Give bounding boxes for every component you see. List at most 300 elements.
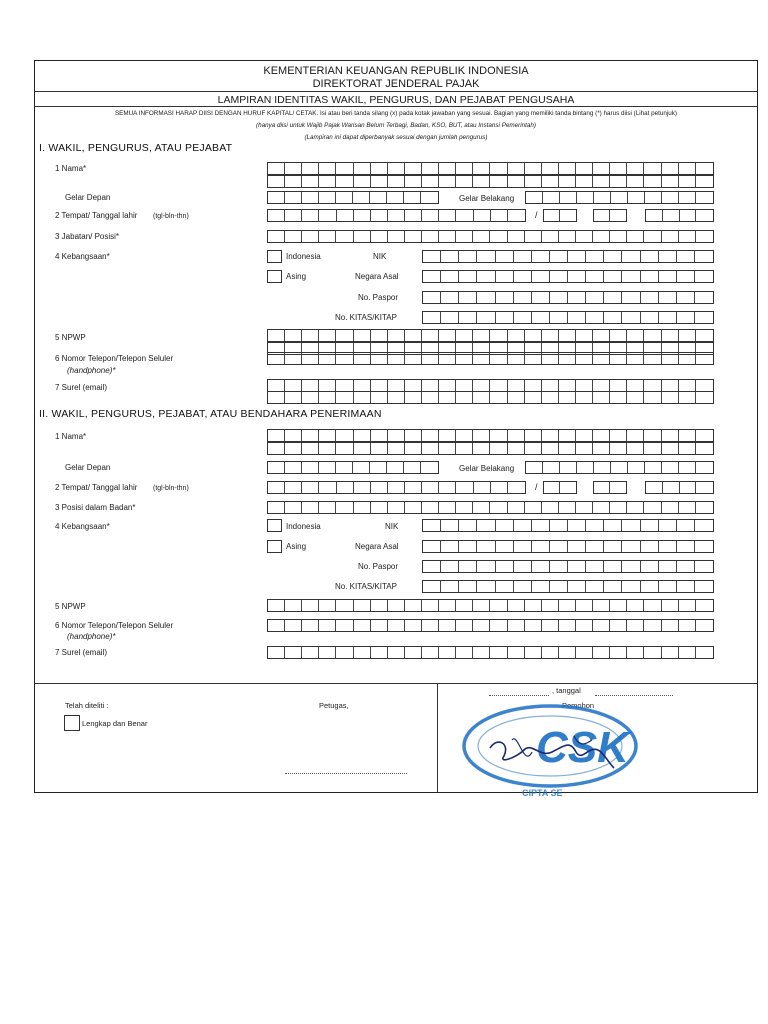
char-cell[interactable] [641,251,659,262]
char-cell[interactable] [441,292,459,303]
char-cell[interactable] [302,192,319,203]
char-cell[interactable] [604,292,622,303]
char-cell[interactable] [422,620,439,631]
char-cell[interactable] [644,647,661,658]
char-cell[interactable] [696,176,713,187]
char-cell[interactable] [490,443,507,454]
char-cell[interactable] [477,520,495,531]
char-cell[interactable] [532,292,550,303]
nama-field-row-1[interactable] [267,162,714,175]
char-cell[interactable] [662,430,679,441]
char-cell[interactable] [662,231,679,242]
char-cell[interactable] [586,271,604,282]
char-cell[interactable] [559,647,576,658]
char-cell[interactable] [696,353,713,364]
char-cell[interactable] [662,163,679,174]
char-cell[interactable] [423,520,441,531]
char-cell[interactable] [302,231,319,242]
tanggal-lahir-year[interactable] [645,209,714,222]
char-cell[interactable] [696,620,713,631]
char-cell[interactable] [610,330,627,341]
char-cell[interactable] [496,251,514,262]
char-cell[interactable] [525,600,542,611]
char-cell[interactable] [285,353,302,364]
char-cell[interactable] [662,443,679,454]
char-cell[interactable] [550,251,568,262]
char-cell[interactable] [627,430,644,441]
char-cell[interactable] [604,541,622,552]
char-cell[interactable] [532,561,550,572]
char-cell[interactable] [459,271,477,282]
char-cell[interactable] [525,502,542,513]
char-cell[interactable] [319,462,336,473]
char-cell[interactable] [577,192,594,203]
char-cell[interactable] [679,620,696,631]
char-cell[interactable] [459,312,477,323]
char-cell[interactable] [576,647,593,658]
char-cell[interactable] [559,620,576,631]
char-cell[interactable] [354,163,371,174]
char-cell[interactable] [576,163,593,174]
char-cell[interactable] [477,561,495,572]
char-cell[interactable] [662,192,679,203]
char-cell[interactable] [627,231,644,242]
char-cell[interactable] [422,330,439,341]
char-cell[interactable] [336,231,353,242]
char-cell[interactable] [659,271,677,282]
char-cell[interactable] [627,353,644,364]
char-cell[interactable] [610,392,627,403]
char-cell[interactable] [490,430,507,441]
checkbox-asing[interactable] [267,270,282,283]
char-cell[interactable] [319,380,336,391]
char-cell[interactable] [354,443,371,454]
char-cell[interactable] [405,443,422,454]
char-cell[interactable] [474,482,491,493]
char-cell[interactable] [514,292,532,303]
char-cell[interactable] [646,482,663,493]
char-cell[interactable] [422,600,439,611]
char-cell[interactable] [371,176,388,187]
char-cell[interactable] [423,251,441,262]
char-cell[interactable] [439,392,456,403]
checkbox-indonesia-2[interactable] [267,519,282,532]
char-cell[interactable] [319,330,336,341]
char-cell[interactable] [439,620,456,631]
char-cell[interactable] [371,443,388,454]
char-cell[interactable] [354,482,371,493]
nama-field-row-2[interactable] [267,175,714,188]
tempat-lahir-field[interactable] [267,209,526,222]
char-cell[interactable] [456,600,473,611]
char-cell[interactable] [550,561,568,572]
char-cell[interactable] [354,380,371,391]
char-cell[interactable] [336,163,353,174]
char-cell[interactable] [542,380,559,391]
char-cell[interactable] [659,581,677,592]
char-cell[interactable] [302,482,319,493]
char-cell[interactable] [586,292,604,303]
char-cell[interactable] [319,430,336,441]
char-cell[interactable] [641,520,659,531]
char-cell[interactable] [627,392,644,403]
char-cell[interactable] [662,176,679,187]
char-cell[interactable] [508,380,525,391]
char-cell[interactable] [421,192,438,203]
char-cell[interactable] [441,271,459,282]
char-cell[interactable] [542,620,559,631]
char-cell[interactable] [354,330,371,341]
char-cell[interactable] [336,600,353,611]
char-cell[interactable] [354,502,371,513]
char-cell[interactable] [695,561,713,572]
char-cell[interactable] [439,330,456,341]
char-cell[interactable] [576,600,593,611]
char-cell[interactable] [268,353,285,364]
char-cell[interactable] [586,312,604,323]
char-cell[interactable] [388,600,405,611]
char-cell[interactable] [388,443,405,454]
char-cell[interactable] [302,462,319,473]
char-cell[interactable] [542,647,559,658]
char-cell[interactable] [405,647,422,658]
gelar-belakang-field-2[interactable] [525,461,714,474]
char-cell[interactable] [302,210,319,221]
char-cell[interactable] [568,251,586,262]
char-cell[interactable] [388,231,405,242]
char-cell[interactable] [542,231,559,242]
char-cell[interactable] [593,380,610,391]
char-cell[interactable] [490,163,507,174]
char-cell[interactable] [627,163,644,174]
char-cell[interactable] [508,163,525,174]
checkbox-asing-2[interactable] [267,540,282,553]
char-cell[interactable] [593,430,610,441]
char-cell[interactable] [371,600,388,611]
char-cell[interactable] [490,380,507,391]
char-cell[interactable] [441,251,459,262]
char-cell[interactable] [456,430,473,441]
char-cell[interactable] [268,330,285,341]
char-cell[interactable] [353,192,370,203]
checkbox-lengkap[interactable] [64,715,80,731]
char-cell[interactable] [319,620,336,631]
nama-field-2-row-2[interactable] [267,442,714,455]
char-cell[interactable] [677,561,695,572]
char-cell[interactable] [576,176,593,187]
char-cell[interactable] [628,462,645,473]
char-cell[interactable] [370,462,387,473]
surel-field-2[interactable] [267,646,714,659]
char-cell[interactable] [645,192,662,203]
char-cell[interactable] [695,271,713,282]
char-cell[interactable] [336,443,353,454]
char-cell[interactable] [423,561,441,572]
char-cell[interactable] [576,353,593,364]
char-cell[interactable] [559,502,576,513]
char-cell[interactable] [319,353,336,364]
char-cell[interactable] [496,581,514,592]
char-cell[interactable] [568,581,586,592]
char-cell[interactable] [622,292,640,303]
char-cell[interactable] [354,600,371,611]
gelar-depan-field[interactable] [267,191,439,204]
char-cell[interactable] [696,462,713,473]
char-cell[interactable] [593,620,610,631]
char-cell[interactable] [610,353,627,364]
char-cell[interactable] [622,581,640,592]
char-cell[interactable] [576,330,593,341]
posisi-field[interactable] [267,501,714,514]
char-cell[interactable] [560,482,576,493]
char-cell[interactable] [405,502,422,513]
char-cell[interactable] [422,482,439,493]
char-cell[interactable] [354,231,371,242]
char-cell[interactable] [577,462,594,473]
char-cell[interactable] [477,541,495,552]
char-cell[interactable] [644,380,661,391]
char-cell[interactable] [542,176,559,187]
char-cell[interactable] [659,312,677,323]
char-cell[interactable] [594,192,611,203]
char-cell[interactable] [568,541,586,552]
char-cell[interactable] [593,600,610,611]
char-cell[interactable] [371,647,388,658]
char-cell[interactable] [525,380,542,391]
char-cell[interactable] [405,353,422,364]
char-cell[interactable] [319,231,336,242]
char-cell[interactable] [627,620,644,631]
char-cell[interactable] [514,312,532,323]
char-cell[interactable] [622,312,640,323]
char-cell[interactable] [543,192,560,203]
char-cell[interactable] [371,163,388,174]
char-cell[interactable] [559,330,576,341]
char-cell[interactable] [268,210,285,221]
char-cell[interactable] [532,541,550,552]
char-cell[interactable] [641,271,659,282]
char-cell[interactable] [627,443,644,454]
char-cell[interactable] [336,380,353,391]
char-cell[interactable] [695,541,713,552]
char-cell[interactable] [404,192,421,203]
char-cell[interactable] [405,163,422,174]
char-cell[interactable] [285,502,302,513]
char-cell[interactable] [441,561,459,572]
char-cell[interactable] [645,462,662,473]
char-cell[interactable] [268,192,285,203]
char-cell[interactable] [525,430,542,441]
char-cell[interactable] [604,581,622,592]
char-cell[interactable] [439,353,456,364]
char-cell[interactable] [473,430,490,441]
char-cell[interactable] [593,647,610,658]
char-cell[interactable] [354,430,371,441]
char-cell[interactable] [490,392,507,403]
char-cell[interactable] [302,176,319,187]
char-cell[interactable] [477,581,495,592]
char-cell[interactable] [593,330,610,341]
char-cell[interactable] [459,541,477,552]
char-cell[interactable] [532,581,550,592]
char-cell[interactable] [423,581,441,592]
char-cell[interactable] [459,520,477,531]
char-cell[interactable] [285,647,302,658]
char-cell[interactable] [423,292,441,303]
char-cell[interactable] [268,430,285,441]
char-cell[interactable] [388,163,405,174]
char-cell[interactable] [677,312,695,323]
char-cell[interactable] [594,462,611,473]
char-cell[interactable] [550,292,568,303]
char-cell[interactable] [663,210,680,221]
char-cell[interactable] [543,462,560,473]
char-cell[interactable] [679,163,696,174]
char-cell[interactable] [302,600,319,611]
char-cell[interactable] [604,271,622,282]
char-cell[interactable] [586,251,604,262]
npwp-field-2[interactable] [267,599,714,612]
char-cell[interactable] [441,581,459,592]
char-cell[interactable] [508,647,525,658]
char-cell[interactable] [560,462,577,473]
char-cell[interactable] [473,620,490,631]
char-cell[interactable] [388,330,405,341]
char-cell[interactable] [423,541,441,552]
char-cell[interactable] [474,210,491,221]
char-cell[interactable] [285,192,302,203]
char-cell[interactable] [371,210,388,221]
char-cell[interactable] [337,482,354,493]
char-cell[interactable] [677,541,695,552]
char-cell[interactable] [405,600,422,611]
tanggal-lahir-month[interactable] [593,209,627,222]
char-cell[interactable] [477,292,495,303]
char-cell[interactable] [525,353,542,364]
char-cell[interactable] [354,176,371,187]
char-cell[interactable] [490,647,507,658]
char-cell[interactable] [473,443,490,454]
char-cell[interactable] [508,620,525,631]
char-cell[interactable] [662,330,679,341]
char-cell[interactable] [456,620,473,631]
char-cell[interactable] [439,176,456,187]
char-cell[interactable] [422,176,439,187]
char-cell[interactable] [490,353,507,364]
char-cell[interactable] [319,482,336,493]
char-cell[interactable] [268,163,285,174]
char-cell[interactable] [319,192,336,203]
char-cell[interactable] [405,210,422,221]
char-cell[interactable] [679,192,696,203]
char-cell[interactable] [641,541,659,552]
char-cell[interactable] [679,502,696,513]
char-cell[interactable] [526,462,543,473]
char-cell[interactable] [622,541,640,552]
char-cell[interactable] [568,520,586,531]
char-cell[interactable] [696,502,713,513]
char-cell[interactable] [268,647,285,658]
char-cell[interactable] [496,312,514,323]
char-cell[interactable] [662,380,679,391]
char-cell[interactable] [422,353,439,364]
char-cell[interactable] [473,163,490,174]
char-cell[interactable] [610,380,627,391]
char-cell[interactable] [473,330,490,341]
char-cell[interactable] [662,353,679,364]
char-cell[interactable] [388,482,405,493]
char-cell[interactable] [544,482,560,493]
char-cell[interactable] [336,353,353,364]
char-cell[interactable] [388,392,405,403]
char-cell[interactable] [610,620,627,631]
char-cell[interactable] [473,600,490,611]
char-cell[interactable] [496,292,514,303]
char-cell[interactable] [662,647,679,658]
char-cell[interactable] [627,647,644,658]
char-cell[interactable] [514,271,532,282]
nama-field-2-row-1[interactable] [267,429,714,442]
char-cell[interactable] [659,251,677,262]
tanggal-lahir-month-2[interactable] [593,481,627,494]
char-cell[interactable] [644,231,661,242]
char-cell[interactable] [559,600,576,611]
char-cell[interactable] [679,353,696,364]
char-cell[interactable] [336,620,353,631]
char-cell[interactable] [268,176,285,187]
char-cell[interactable] [371,380,388,391]
char-cell[interactable] [459,251,477,262]
char-cell[interactable] [514,581,532,592]
jabatan-field[interactable] [267,230,714,243]
char-cell[interactable] [662,620,679,631]
char-cell[interactable] [696,430,713,441]
char-cell[interactable] [439,430,456,441]
char-cell[interactable] [496,520,514,531]
char-cell[interactable] [268,502,285,513]
char-cell[interactable] [542,163,559,174]
char-cell[interactable] [695,581,713,592]
char-cell[interactable] [456,482,473,493]
char-cell[interactable] [302,443,319,454]
char-cell[interactable] [388,353,405,364]
char-cell[interactable] [659,541,677,552]
char-cell[interactable] [696,231,713,242]
char-cell[interactable] [677,251,695,262]
char-cell[interactable] [388,380,405,391]
char-cell[interactable] [285,210,302,221]
char-cell[interactable] [490,502,507,513]
char-cell[interactable] [423,271,441,282]
char-cell[interactable] [319,176,336,187]
char-cell[interactable] [550,312,568,323]
char-cell[interactable] [285,231,302,242]
char-cell[interactable] [336,176,353,187]
char-cell[interactable] [568,271,586,282]
char-cell[interactable] [576,231,593,242]
char-cell[interactable] [268,392,285,403]
char-cell[interactable] [422,210,439,221]
char-cell[interactable] [387,192,404,203]
char-cell[interactable] [353,462,370,473]
char-cell[interactable] [679,392,696,403]
char-cell[interactable] [610,163,627,174]
char-cell[interactable] [439,163,456,174]
char-cell[interactable] [525,620,542,631]
char-cell[interactable] [641,292,659,303]
char-cell[interactable] [525,392,542,403]
char-cell[interactable] [610,600,627,611]
